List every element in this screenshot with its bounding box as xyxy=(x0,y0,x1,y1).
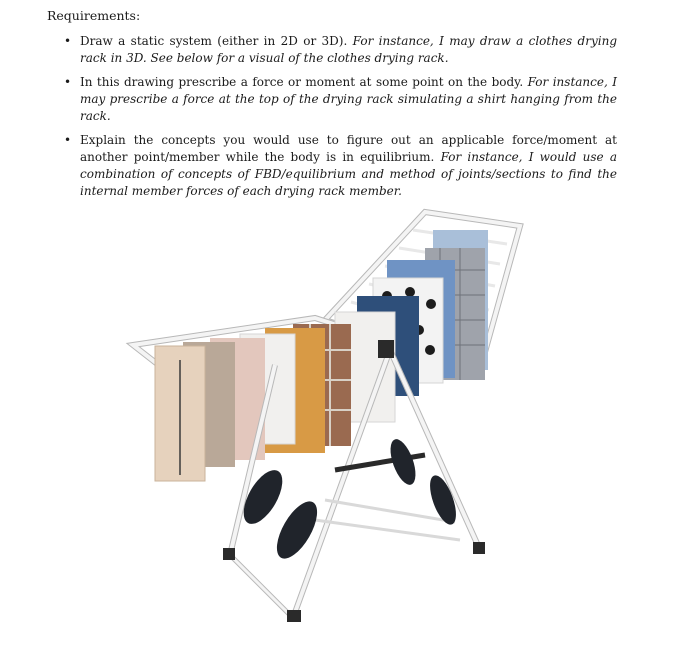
shoes xyxy=(236,436,461,565)
requirement-item-2 xyxy=(62,74,617,125)
bullet-icon: • xyxy=(64,133,72,147)
requirements-heading: Requirements: xyxy=(47,8,141,23)
requirements-list xyxy=(62,33,617,207)
drying-rack-illustration xyxy=(125,200,535,640)
requirement-text: In this drawing prescribe a force or moment at some point on the body. xyxy=(80,75,528,89)
requirement-example: For instance, I may draw a clothes drying rack in 3D. See below for a visual of the clothes drying rack. xyxy=(80,34,617,65)
foot-cap xyxy=(287,610,301,622)
bullet-icon: • xyxy=(64,34,72,48)
foot-cap xyxy=(223,548,235,560)
bullet-icon: • xyxy=(64,75,72,89)
requirement-item-1 xyxy=(62,33,617,67)
requirement-item-3 xyxy=(62,132,617,200)
hinge-joint xyxy=(378,340,394,358)
requirement-example: For instance, I would use a combination of concepts of FBD/equilibrium and method of joints/sections to find the internal member forces of each drying rack member. xyxy=(80,150,617,198)
foot-cap xyxy=(473,542,485,554)
requirement-text: Draw a static system (either in 2D or 3D). xyxy=(80,34,353,48)
requirement-text: Explain the concepts you would use to figure out an applicable force/moment at another point/member while the body is in equilibrium. xyxy=(80,133,617,164)
requirement-example: For instance, I may prescribe a force at the top of the drying rack simulating a shirt hanging from the rack. xyxy=(80,75,617,123)
drying-rack-figure xyxy=(125,200,535,640)
